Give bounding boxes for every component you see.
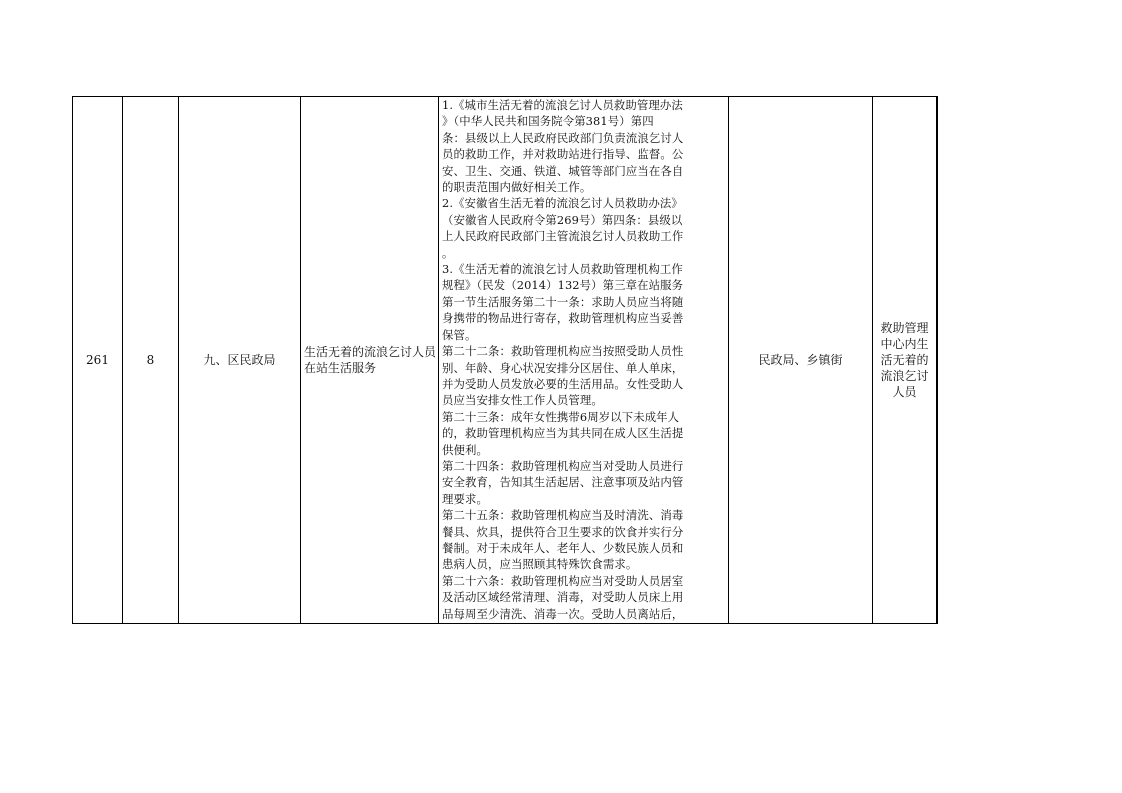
cell-responsible <box>729 97 873 623</box>
cell-num <box>123 97 179 623</box>
item-number: 8 <box>146 353 155 367</box>
cell-basis <box>439 97 729 623</box>
legal-basis-text: 1.《城市生活无着的流浪乞讨人员救助管理办法 》（中华人民共和国务院令第381号）第四 条：县级以上人民政府民政部门负责流浪乞讨人 员的救助工作，并对救助站进行指导、监督。公 安、卫生、交通、铁道、城管等部门应当在各自 的职责范围内做好相关工作。 2.《安徽省生活无着的流浪乞讨人员救助办法》 （安徽省人民政府令第269号）第四条：县级以 上人民政府民政部门主管流浪乞讨人员救助工作 。 3.《生活无着的流浪乞讨人员救助管理机构工作 规程》（民发（2014）132号）第三章在站服务 第一节生活服务第二十一条：求助人员应当将随 身携带的物品进行寄存，救助管理机构应当妥善 保管。 第二十二条：救助管理机构应当按照受助人员性 别、年龄、身心状况安排分区居住、单人单床， 并为受助人员发放必要的生活用品。女性受助人 员应当安排女性工作人员管理。 第二十三条：成年女性携带6周岁以下未成年人 的，救助管理机构应当为其共同在成人区生活提 供便利。 第二十四条：救助管理机构应当对受助人员进行 安全教育，告知其生活起居、注意事项及站内管 理要求。 第二十五条：救助管理机构应当及时清洗、消毒 餐具、炊具，提供符合卫生要求的饮食并实行分 餐制。对于未成年人、老年人、少数民族人员和 患病人员，应当照顾其特殊饮食需求。 第二十六条：救助管理机构应当对受助人员居室 及活动区域经常清理、消毒，对受助人员床上用 品每周至少清洗、消毒一次。受助人员离站后， <box>442 98 684 621</box>
seq-number: 261 <box>86 353 109 367</box>
cell-target <box>873 97 937 623</box>
cell-department <box>179 97 301 623</box>
department-name: 九、区民政局 <box>203 353 276 367</box>
cell-item-name <box>301 97 439 623</box>
responsible-units: 民政局、乡镇街 <box>758 353 843 367</box>
cell-seq <box>73 97 123 623</box>
table-row <box>72 96 938 624</box>
item-name: 生活无着的流浪乞讨人员在站生活服务 <box>304 345 437 375</box>
service-target: 救助管理 中心内生 活无着的 流浪乞讨 人员 <box>880 321 929 399</box>
